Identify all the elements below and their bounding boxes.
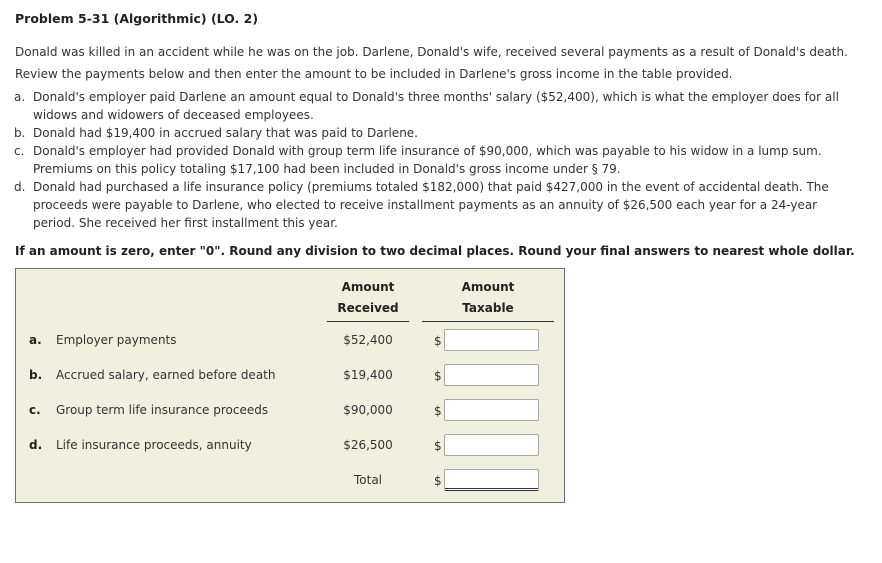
amount-received: $19,400 [343,368,393,382]
header-taxable-line2: Taxable [462,301,514,315]
problem-title: Problem 5-31 (Algorithmic) (LO. 2) [15,11,259,26]
row-label: Life insurance proceeds, annuity [56,438,252,452]
dollar-sign: $ [434,474,442,488]
row-letter: b. [29,368,43,382]
header-amount-received [327,277,409,322]
dollar-sign: $ [434,369,442,383]
amount-received: $52,400 [343,333,393,347]
table-row-c [16,399,564,423]
item-text: Donald's employer paid Darlene an amount equal to Donald's three months' salary ($52,400), which is what the employer does for all widows and widowers of deceased employees. [33,90,839,122]
header-received-line2: Received [337,301,399,315]
item-text: Donald had purchased a life insurance policy (premiums totaled $182,000) that paid $427,000 in the event of accidental death. The proceeds were payable to Darlene, who elected to receive installment payments as an annuity of $26,500 each year for a 24-year period. She received her first installment this year. [33,180,829,230]
item-letter: b. [14,126,26,140]
payment-item-d [14,178,859,232]
amount-taxable-input-b[interactable] [444,364,539,386]
row-letter: c. [29,403,41,417]
amount-received: $90,000 [343,403,393,417]
dollar-sign: $ [434,334,442,348]
item-text: Donald had $19,400 in accrued salary that was paid to Darlene. [33,126,418,140]
row-letter: d. [29,438,43,452]
item-letter: c. [14,144,25,158]
header-received-line1: Amount [341,280,395,294]
payment-item-c [14,142,859,178]
row-label: Employer payments [56,333,177,347]
row-label: Accrued salary, earned before death [56,368,276,382]
row-letter: a. [29,333,42,347]
table-row-b [16,364,564,388]
header-taxable-line1: Amount [461,280,515,294]
item-letter: d. [14,180,26,194]
item-letter: a. [14,90,26,104]
payment-item-b [14,124,859,142]
table-row-a [16,329,564,353]
item-text: Donald's employer had provided Donald with group term life insurance of $90,000, which was payable to his widow in a lump sum. Premiums on this policy totaling $17,100 had been included in Donald's gross income under § 79. [33,144,822,176]
header-amount-taxable [422,277,554,322]
amount-taxable-input-a[interactable] [444,329,539,351]
amount-taxable-input-d[interactable] [444,434,539,456]
answer-table [15,268,565,503]
dollar-sign: $ [434,404,442,418]
table-row-d [16,434,564,458]
amount-received: $26,500 [343,438,393,452]
amount-taxable-input-c[interactable] [444,399,539,421]
total-taxable-input[interactable] [444,469,539,491]
total-label: Total [353,473,383,487]
problem-intro: Donald was killed in an accident while he was on the job. Darlene, Donald's wife, received several payments as a result of Donald's death. Review the payments below and then enter the amount to be included in Darlene's gross income in the table provided. [15,45,848,81]
row-label: Group term life insurance proceeds [56,403,269,417]
instructions: If an amount is zero, enter "0". Round any division to two decimal places. Round your final answers to nearest whole dollar. [15,244,855,258]
payment-item-a [14,88,859,124]
dollar-sign: $ [434,439,442,453]
table-row-total [16,469,564,493]
payment-list [14,88,859,232]
